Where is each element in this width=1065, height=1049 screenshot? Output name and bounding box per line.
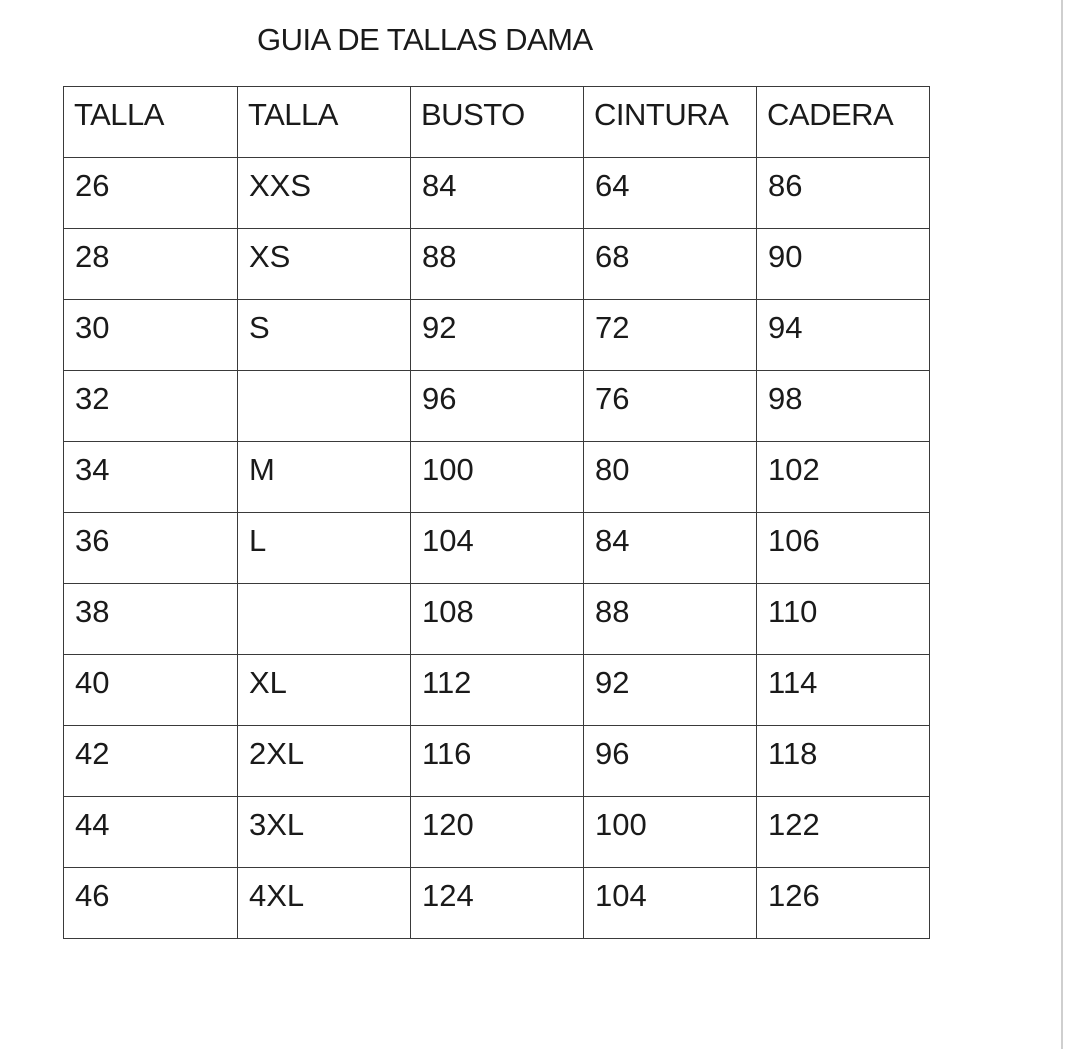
cell-talla-letter: M (238, 442, 411, 513)
cell-talla-number: 42 (64, 726, 238, 797)
cell-cintura: 88 (584, 584, 757, 655)
table-row (64, 868, 930, 939)
cell-cadera: 94 (757, 300, 930, 371)
table-row (64, 584, 930, 655)
cell-cintura: 64 (584, 158, 757, 229)
table-row (64, 158, 930, 229)
table-header-row (64, 87, 930, 158)
table-row (64, 442, 930, 513)
cell-busto: 116 (411, 726, 584, 797)
size-guide-table (63, 86, 930, 939)
header-cadera: CADERA (757, 87, 930, 158)
cell-cadera: 114 (757, 655, 930, 726)
cell-cintura: 92 (584, 655, 757, 726)
table-row (64, 513, 930, 584)
cell-talla-letter: 4XL (238, 868, 411, 939)
cell-cadera: 86 (757, 158, 930, 229)
cell-busto: 96 (411, 371, 584, 442)
cell-cintura: 84 (584, 513, 757, 584)
cell-talla-number: 26 (64, 158, 238, 229)
table-row (64, 300, 930, 371)
header-talla-number: TALLA (64, 87, 238, 158)
cell-talla-letter: XXS (238, 158, 411, 229)
cell-talla-number: 36 (64, 513, 238, 584)
cell-busto: 100 (411, 442, 584, 513)
cell-talla-letter: 2XL (238, 726, 411, 797)
cell-talla-number: 28 (64, 229, 238, 300)
cell-cadera: 110 (757, 584, 930, 655)
cell-cintura: 96 (584, 726, 757, 797)
cell-talla-number: 38 (64, 584, 238, 655)
cell-busto: 88 (411, 229, 584, 300)
cell-talla-letter (238, 584, 411, 655)
header-cintura: CINTURA (584, 87, 757, 158)
cell-cintura: 104 (584, 868, 757, 939)
table-row (64, 797, 930, 868)
cell-busto: 112 (411, 655, 584, 726)
cell-talla-letter: S (238, 300, 411, 371)
cell-talla-letter (238, 371, 411, 442)
cell-cadera: 102 (757, 442, 930, 513)
cell-busto: 104 (411, 513, 584, 584)
cell-talla-number: 46 (64, 868, 238, 939)
page-edge-divider (1061, 0, 1063, 1049)
cell-cadera: 118 (757, 726, 930, 797)
header-talla-letter: TALLA (238, 87, 411, 158)
cell-cadera: 126 (757, 868, 930, 939)
cell-cadera: 106 (757, 513, 930, 584)
cell-talla-letter: XS (238, 229, 411, 300)
cell-talla-number: 30 (64, 300, 238, 371)
cell-cintura: 100 (584, 797, 757, 868)
cell-talla-number: 34 (64, 442, 238, 513)
cell-talla-letter: L (238, 513, 411, 584)
table-row (64, 371, 930, 442)
cell-cintura: 76 (584, 371, 757, 442)
cell-cintura: 68 (584, 229, 757, 300)
page-title: GUIA DE TALLAS DAMA (257, 22, 593, 57)
cell-busto: 84 (411, 158, 584, 229)
cell-talla-number: 44 (64, 797, 238, 868)
cell-cintura: 80 (584, 442, 757, 513)
table-row (64, 726, 930, 797)
cell-talla-letter: 3XL (238, 797, 411, 868)
cell-cadera: 98 (757, 371, 930, 442)
header-busto: BUSTO (411, 87, 584, 158)
cell-cintura: 72 (584, 300, 757, 371)
cell-busto: 124 (411, 868, 584, 939)
cell-busto: 108 (411, 584, 584, 655)
table-row (64, 655, 930, 726)
cell-talla-number: 40 (64, 655, 238, 726)
cell-busto: 120 (411, 797, 584, 868)
cell-busto: 92 (411, 300, 584, 371)
cell-cadera: 90 (757, 229, 930, 300)
table-row (64, 229, 930, 300)
cell-talla-number: 32 (64, 371, 238, 442)
cell-talla-letter: XL (238, 655, 411, 726)
cell-cadera: 122 (757, 797, 930, 868)
